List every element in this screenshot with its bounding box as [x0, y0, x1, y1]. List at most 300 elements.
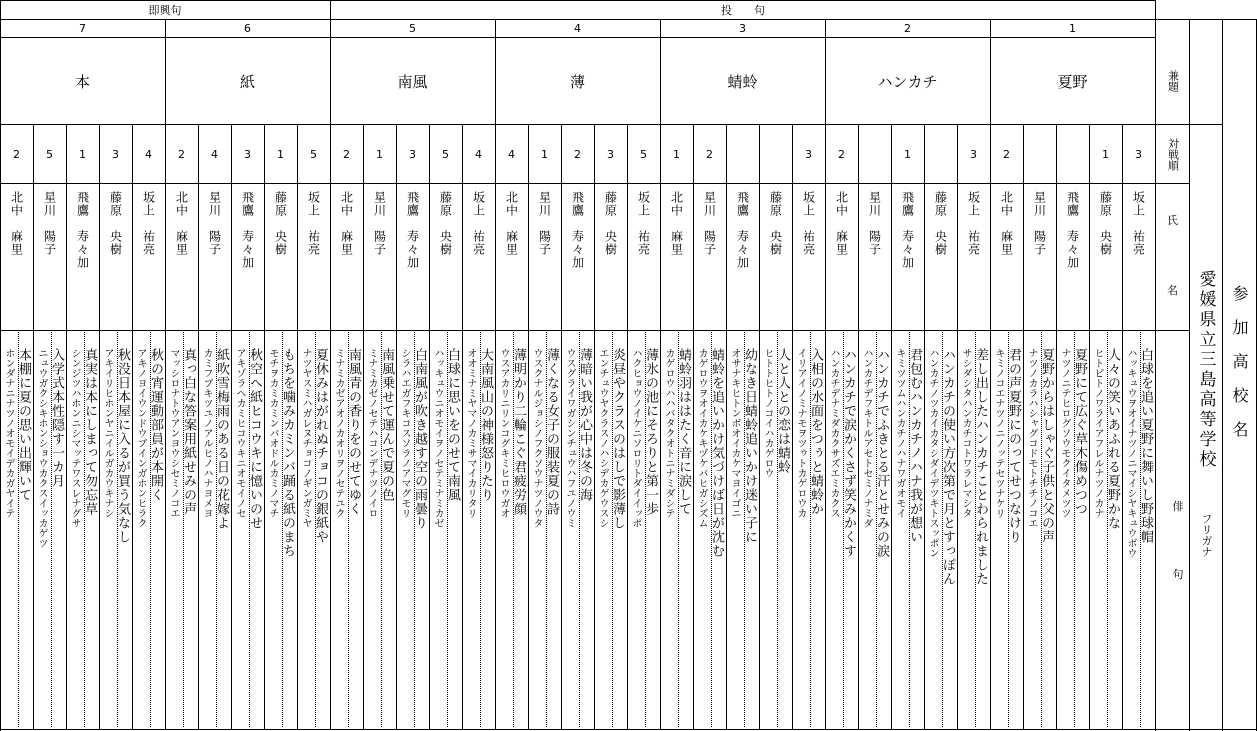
haiku-cell — [1056, 348, 1089, 725]
furigana-guide-line — [183, 332, 184, 727]
haiku-text: 白球に思いをのせて南風 — [445, 348, 460, 502]
haiku-cell — [330, 348, 363, 725]
player-name — [759, 191, 792, 322]
haiku-cell — [231, 348, 264, 725]
player-name-text: 藤原 央樹 — [768, 191, 783, 256]
battle-order-text: 1 — [277, 147, 284, 161]
sokkyo-header — [0, 1, 330, 19]
battle-order — [891, 125, 924, 183]
haiku-furigana: ウスアカリニリンコグキミヒロウガオ — [498, 348, 509, 518]
sokkyo-header-text: 即興句 — [148, 4, 182, 17]
haiku-text: 入学式本性隠す一カ月 — [49, 348, 64, 488]
player-name-text: 北中 麻里 — [339, 191, 354, 256]
label-haiku-a-text: 俳 — [1172, 500, 1184, 513]
haiku-text: 紙吹雪梅雨のある日の花嫁よ — [214, 348, 229, 530]
player-name-text: 飛鷹 寿々加 — [240, 191, 255, 269]
label-haiku-b-text: 句 — [1172, 568, 1184, 581]
haiku-text: 薄氷の池にそろりと第一歩 — [643, 348, 658, 516]
haiku-text: 薄明かり二輪こぐ君疲労顔 — [511, 348, 526, 516]
battle-order-text: 3 — [607, 147, 614, 161]
battle-order — [66, 125, 99, 183]
haiku-furigana: ヒトトヒトノコイハカゲロウ — [762, 348, 773, 478]
battle-order — [396, 125, 429, 183]
label-shimei-a-text: 氏 — [1167, 214, 1178, 227]
haiku-cell — [198, 348, 231, 725]
player-name-text: 坂上 祐亮 — [801, 191, 816, 256]
haiku-text: 白南風が吹き越す空の雨曇り — [412, 348, 427, 530]
haiku-text: 南風青の香りをのせてゆく — [346, 348, 361, 516]
player-name — [330, 191, 363, 322]
haiku-cell — [297, 348, 330, 725]
haiku-cell — [429, 348, 462, 725]
haiku-text: 真実は本にしまって勿忘草 — [82, 348, 97, 516]
battle-order-text: 3 — [244, 147, 251, 161]
haiku-furigana: マッシロナトウアンヨウシセミノコエ — [168, 348, 179, 518]
haiku-furigana: ハクヒョウノイケニソロリトダイイッポ — [630, 348, 641, 528]
topic-number-text: 1 — [1069, 22, 1076, 35]
battle-order-text: 3 — [409, 147, 416, 161]
toku-header — [331, 1, 1155, 19]
player-name — [561, 191, 594, 322]
battle-order-text: 2 — [574, 147, 581, 161]
haiku-text: 夏休みはがれぬチョコの銀紙や — [313, 348, 328, 544]
haiku-text: 真っ白な答案用紙せみの声 — [181, 348, 196, 516]
furigana-guide-line — [744, 332, 745, 727]
haiku-cell — [792, 348, 825, 725]
topic-title — [330, 38, 495, 124]
haiku-text: 秋の宵運動部員が本開く — [148, 348, 163, 502]
battle-order-text: 2 — [343, 147, 350, 161]
player-name — [429, 191, 462, 322]
haiku-text: 夏野にて広ぐ草木傷めつつ — [1072, 348, 1087, 516]
topic-title-text: 蜻蛉 — [727, 72, 758, 91]
battle-order — [264, 125, 297, 183]
battle-order — [825, 125, 858, 183]
player-name-text: 北中 麻里 — [834, 191, 849, 256]
battle-order-text: 5 — [640, 147, 647, 161]
haiku-text: 差し出したハンカチことわられました — [973, 348, 988, 586]
haiku-furigana: カゲロウハハバタクオトニナミダシテ — [663, 348, 674, 518]
battle-order — [33, 125, 66, 183]
player-name — [957, 191, 990, 322]
haiku-cell — [627, 348, 660, 725]
label-kendai-text: 兼題 — [1166, 70, 1180, 92]
battle-order-text: 5 — [46, 147, 53, 161]
furigana-guide-line — [414, 332, 415, 727]
label-sanka — [1223, 30, 1256, 710]
topic-title — [990, 38, 1155, 124]
haiku-text: 人々の笑いあふれる夏野かな — [1105, 348, 1120, 530]
furigana-guide-line — [84, 332, 85, 727]
haiku-furigana: アキノヨイウンドウブインガホンヒラク — [135, 348, 146, 528]
player-name-text: 藤原 央樹 — [108, 191, 123, 256]
player-name-text: 藤原 央樹 — [1098, 191, 1113, 256]
battle-order — [0, 125, 33, 183]
haiku-cell — [759, 348, 792, 725]
haiku-cell — [1023, 348, 1056, 725]
player-name — [1122, 191, 1155, 322]
battle-order — [132, 125, 165, 183]
label-sanka-text: 参加高校名 — [1230, 285, 1249, 455]
haiku-furigana: ハンカチデフキトルアセトセミノナミダ — [861, 348, 872, 528]
furigana-guide-line — [1041, 332, 1042, 727]
furigana-guide-line — [843, 332, 844, 727]
haiku-cell — [825, 348, 858, 725]
label-shimei-b — [1156, 270, 1189, 310]
haiku-furigana: キミツツムハンカチノハナワガオモイ — [894, 348, 905, 518]
player-name-text: 藤原 央樹 — [438, 191, 453, 256]
haiku-text: 入相の水面をつぅと蜻蛉か — [808, 348, 823, 516]
topic-number — [990, 20, 1155, 37]
topic-number-text: 2 — [904, 22, 911, 35]
battle-order — [1023, 125, 1056, 183]
battle-order-text: 2 — [13, 147, 20, 161]
furigana-guide-line — [810, 332, 811, 727]
haiku-cell — [165, 348, 198, 725]
player-name-text: 北中 麻里 — [669, 191, 684, 256]
school-name — [1190, 30, 1222, 710]
battle-order — [759, 125, 792, 183]
label-haiku-a — [1168, 496, 1188, 516]
haiku-text: 秋空へ紙ヒコウキに憶いのせ — [247, 348, 262, 530]
battle-order-text: 1 — [673, 147, 680, 161]
player-name — [660, 191, 693, 322]
label-haiku-b — [1168, 564, 1188, 584]
haiku-text: 夏野からはしゃぐ子供と父の声 — [1039, 348, 1054, 544]
haiku-cell — [462, 348, 495, 725]
topic-number-text: 7 — [79, 22, 86, 35]
furigana-guide-line — [1074, 332, 1075, 727]
haiku-furigana: ナツノニテヒログソウモクイタメツツ — [1059, 348, 1070, 518]
furigana-guide-line — [1008, 332, 1009, 727]
battle-order-text: 5 — [442, 147, 449, 161]
player-name-text: 坂上 祐亮 — [966, 191, 981, 256]
topic-number-text: 4 — [574, 22, 581, 35]
player-name — [825, 191, 858, 322]
battle-order-text: 1 — [79, 147, 86, 161]
furigana-guide-line — [678, 332, 679, 727]
battle-order-text: 4 — [475, 147, 482, 161]
player-name — [66, 191, 99, 322]
topic-title — [165, 38, 330, 124]
topic-title-text: 薄 — [569, 72, 585, 91]
furigana-guide-line — [546, 332, 547, 727]
player-name — [594, 191, 627, 322]
furigana-guide-line — [645, 332, 646, 727]
haiku-text: もちを噛みカミンバ踊る紙のまち — [280, 348, 295, 558]
battle-order — [792, 125, 825, 183]
haiku-cell — [693, 348, 726, 725]
furigana-guide-line — [480, 332, 481, 727]
player-name-text: 飛鷹 寿々加 — [1065, 191, 1080, 269]
battle-order-text: 1 — [541, 147, 548, 161]
haiku-furigana: ホンダナニナツノオモイデカガヤイテ — [3, 348, 14, 518]
player-name — [297, 191, 330, 322]
battle-order-text: 3 — [970, 147, 977, 161]
haiku-furigana: キミノコエナツノニノッテセツナケリ — [993, 348, 1004, 518]
haiku-cell — [924, 348, 957, 725]
topic-title-text: 紙 — [239, 72, 255, 91]
haiku-furigana: ナツノカラハシャグコドモトチチノコエ — [1026, 348, 1037, 528]
haiku-cell — [726, 348, 759, 725]
furigana-guide-line — [216, 332, 217, 727]
player-name — [1023, 191, 1056, 322]
furigana-guide-line — [513, 332, 514, 727]
player-name — [198, 191, 231, 322]
furigana-guide-line — [579, 332, 580, 727]
furigana-guide-line — [975, 332, 976, 727]
player-name — [495, 191, 528, 322]
haiku-furigana: ミナミカゼアオノカオリヲノセテユク — [333, 348, 344, 518]
battle-order-text: 2 — [838, 147, 845, 161]
furigana-guide-line — [876, 332, 877, 727]
haiku-text: 秋没日本屋に入るが買う気なし — [115, 348, 130, 544]
topic-number — [495, 20, 660, 37]
haiku-furigana: ハッキュウヲオイナツノニマイシヤキュウボウ — [1125, 348, 1136, 558]
haiku-text: 炎昼やクラスのはしで影薄し — [610, 348, 625, 530]
furigana-guide-line — [51, 332, 52, 727]
player-name — [396, 191, 429, 322]
battle-order — [363, 125, 396, 183]
haiku-cell — [0, 348, 33, 725]
furigana-guide-line — [381, 332, 382, 727]
player-name — [891, 191, 924, 322]
player-name — [0, 191, 33, 322]
topic-number — [660, 20, 825, 37]
player-name-text: 藤原 央樹 — [933, 191, 948, 256]
topic-title-text: 南風 — [397, 72, 428, 91]
haiku-furigana: イリアイノミナモヲツゥトカゲロウカ — [795, 348, 806, 518]
haiku-cell — [858, 348, 891, 725]
furigana-guide-line — [777, 332, 778, 727]
furigana-guide-line — [315, 332, 316, 727]
toku-header-text: 投 句 — [721, 4, 765, 17]
haiku-furigana: シラハエガフキコスソラノアマグモリ — [399, 348, 410, 518]
haiku-text: 蜻蛉羽ははたく音に涙して — [676, 348, 691, 516]
battle-order — [165, 125, 198, 183]
haiku-furigana: ハンカチノツカイカタシダイデツキトスッポン — [927, 348, 938, 558]
battle-order — [495, 125, 528, 183]
topic-title — [825, 38, 990, 124]
topic-number-text: 5 — [409, 22, 416, 35]
haiku-furigana: カゲロウヲオイカケキヅケバヒガシズム — [696, 348, 707, 528]
topic-title-text: 本 — [74, 72, 90, 91]
haiku-cell — [33, 348, 66, 725]
haiku-cell — [1122, 348, 1155, 725]
battle-order-text: 2 — [1003, 147, 1010, 161]
haiku-cell — [99, 348, 132, 725]
label-taisenjun-text: 対戦順 — [1166, 137, 1180, 171]
player-name-text: 星川 陽子 — [372, 191, 387, 256]
player-name — [231, 191, 264, 322]
furigana-guide-line — [150, 332, 151, 727]
player-name — [858, 191, 891, 322]
battle-order — [693, 125, 726, 183]
haiku-furigana: ハッキュウニオモイヲノセテミナミカゼ — [432, 348, 443, 528]
battle-order-text: 3 — [1135, 147, 1142, 161]
haiku-text: 薄暗い我が心中は冬の海 — [577, 348, 592, 502]
topic-number — [330, 20, 495, 37]
haiku-furigana: モチヲカミカミンバオドルカミノマチ — [267, 348, 278, 518]
player-name-text: 飛鷹 寿々加 — [75, 191, 90, 269]
haiku-cell — [132, 348, 165, 725]
furigana-guide-line — [348, 332, 349, 727]
player-name — [990, 191, 1023, 322]
label-shimei-b-text: 名 — [1167, 284, 1178, 297]
player-name-text: 藤原 央樹 — [603, 191, 618, 256]
topic-title — [0, 38, 165, 124]
furigana-guide-line — [447, 332, 448, 727]
player-name-text: 星川 陽子 — [207, 191, 222, 256]
haiku-cell — [396, 348, 429, 725]
topic-title — [660, 38, 825, 124]
topic-number-text: 3 — [739, 22, 746, 35]
battle-order — [990, 125, 1023, 183]
player-name-text: 星川 陽子 — [1032, 191, 1047, 256]
topic-number — [0, 20, 165, 37]
haiku-furigana: カミフブキツユノアルヒノハナヨメヨ — [201, 348, 212, 518]
battle-order-text: 1 — [376, 147, 383, 161]
topic-number-text: 6 — [244, 22, 251, 35]
player-name — [99, 191, 132, 322]
battle-order — [726, 125, 759, 183]
furigana-guide-line — [1107, 332, 1108, 727]
haiku-furigana: ナツヤスミハガレヌチョコノギンガミヤ — [300, 348, 311, 528]
battle-order — [924, 125, 957, 183]
player-name — [132, 191, 165, 322]
haiku-cell — [561, 348, 594, 725]
school-name-text: 愛媛県立三島高等学校 — [1195, 270, 1216, 470]
battle-order — [198, 125, 231, 183]
haiku-cell — [363, 348, 396, 725]
haiku-cell — [957, 348, 990, 725]
haiku-cell — [495, 348, 528, 725]
furigana-guide-line — [711, 332, 712, 727]
player-name-text: 星川 陽子 — [42, 191, 57, 256]
player-name-text: 坂上 祐亮 — [636, 191, 651, 256]
battle-order — [858, 125, 891, 183]
haiku-text: 大南風山の神様怒りたり — [478, 348, 493, 502]
haiku-cell — [264, 348, 297, 725]
player-name-text: 飛鷹 寿々加 — [405, 191, 420, 269]
battle-order-text: 4 — [508, 147, 515, 161]
player-name — [924, 191, 957, 322]
haiku-furigana: ヒトビトノワライアフレルナツノカナ — [1092, 348, 1103, 518]
battle-order-text: 1 — [904, 147, 911, 161]
player-name-text: 飛鷹 寿々加 — [900, 191, 915, 269]
haiku-text: 薄くなる女子の服装夏の詩 — [544, 348, 559, 516]
haiku-text: 人と人との恋は蜻蛉 — [775, 348, 790, 474]
haiku-furigana: エンチュウヤクラスノハシデカゲウスシ — [597, 348, 608, 528]
label-kendai — [1156, 38, 1189, 124]
row-line — [1155, 19, 1257, 20]
furigana-guide-line — [1140, 332, 1141, 727]
haiku-furigana: アキゾラヘカミヒコウキニオモイノセ — [234, 348, 245, 518]
topic-title — [495, 38, 660, 124]
haiku-text: 南風乗せて運んで夏の色 — [379, 348, 394, 502]
battle-order — [1122, 125, 1155, 183]
battle-order — [528, 125, 561, 183]
topic-number — [165, 20, 330, 37]
player-name — [1056, 191, 1089, 322]
player-name-text: 北中 麻里 — [9, 191, 24, 256]
haiku-cell — [528, 348, 561, 725]
furigana-guide-line — [18, 332, 19, 727]
battle-order — [660, 125, 693, 183]
haiku-cell — [1089, 348, 1122, 725]
frame-bottom — [0, 729, 1257, 730]
battle-order — [1089, 125, 1122, 183]
player-name-text: 坂上 祐亮 — [141, 191, 156, 256]
battle-order-text: 5 — [310, 147, 317, 161]
furigana-guide-line — [942, 332, 943, 727]
battle-order — [1056, 125, 1089, 183]
player-name-text: 坂上 祐亮 — [306, 191, 321, 256]
battle-order — [957, 125, 990, 183]
battle-order-text: 2 — [178, 147, 185, 161]
haiku-furigana: ウスグライワガシンチュウハフユノウミ — [564, 348, 575, 528]
haiku-text: 君の声夏野にのってせつなけり — [1006, 348, 1021, 544]
player-name-text: 藤原 央樹 — [273, 191, 288, 256]
player-name — [1089, 191, 1122, 322]
haiku-text: ハンカチの使い方次第で月とすっぽん — [940, 348, 955, 586]
player-name-text: 北中 麻里 — [999, 191, 1014, 256]
haiku-cell — [594, 348, 627, 725]
player-name — [33, 191, 66, 322]
battle-order — [462, 125, 495, 183]
furigana-guide-line — [117, 332, 118, 727]
player-name-text: 星川 陽子 — [702, 191, 717, 256]
haiku-text: 白球を追い夏野に舞いし野球帽 — [1138, 348, 1153, 544]
player-name-text: 飛鷹 寿々加 — [570, 191, 585, 269]
player-name-text: 北中 麻里 — [504, 191, 519, 256]
haiku-text: 君包むハンカチノハナ我が想い — [907, 348, 922, 544]
battle-order-text: 2 — [706, 147, 713, 161]
topic-number — [825, 20, 990, 37]
furigana-guide-line — [249, 332, 250, 727]
player-name — [528, 191, 561, 322]
haiku-furigana: オオミナミヤマノカミサマイカリタリ — [465, 348, 476, 518]
player-name-text: 北中 麻里 — [174, 191, 189, 256]
battle-order — [99, 125, 132, 183]
battle-order-text: 3 — [112, 147, 119, 161]
player-name — [792, 191, 825, 322]
battle-order — [561, 125, 594, 183]
furigana-guide-line — [282, 332, 283, 727]
player-name-text: 坂上 祐亮 — [1131, 191, 1146, 256]
battle-order — [330, 125, 363, 183]
battle-order-text: 4 — [211, 147, 218, 161]
haiku-cell — [66, 348, 99, 725]
haiku-text: 幼なき日蜻蛉追いかけ迷い子に — [742, 348, 757, 544]
haiku-furigana: シンジツハホンニシマッテワスレナグサ — [69, 348, 80, 528]
player-name-text: 飛鷹 寿々加 — [735, 191, 750, 269]
haiku-cell — [891, 348, 924, 725]
player-name — [693, 191, 726, 322]
battle-order — [297, 125, 330, 183]
haiku-furigana: ニュウガクシキホンショウカクスイッカゲツ — [36, 348, 47, 548]
player-name — [627, 191, 660, 322]
furigana-guide-line — [612, 332, 613, 727]
player-name-text: 坂上 祐亮 — [471, 191, 486, 256]
player-name — [462, 191, 495, 322]
haiku-text: ハンカチで涙かくさず笑みかくす — [841, 348, 856, 558]
haiku-furigana: サシダシタハンカチコトワラレマシタ — [960, 348, 971, 518]
topic-title-text: 夏野 — [1057, 72, 1088, 91]
haiku-furigana: オサナキヒトンボオイカケマヨイゴニ — [729, 348, 740, 518]
player-name — [264, 191, 297, 322]
haiku-text: ハンカチでふきとる汗とせみの涙 — [874, 348, 889, 558]
